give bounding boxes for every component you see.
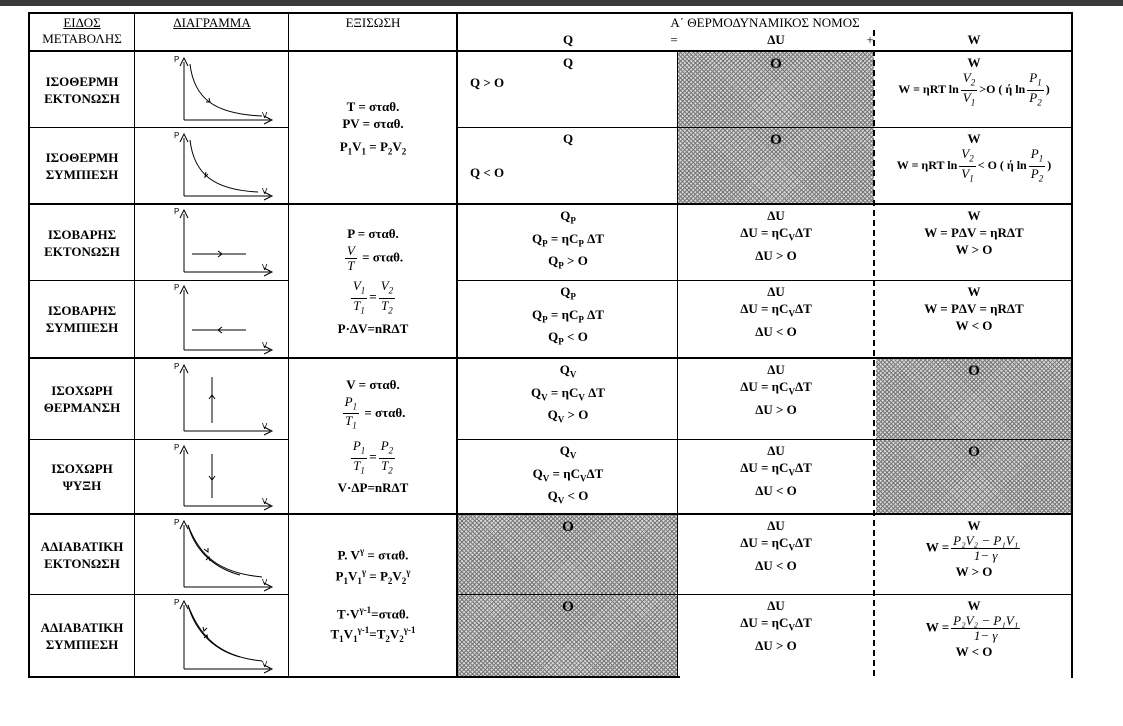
header-du: ΔU <box>767 32 785 47</box>
svg-text:P: P <box>174 362 180 371</box>
type-name: ΙΣΟΒΑΡΗΣ ΕΚΤΟΝΩΣΗ <box>44 226 120 259</box>
type-name: ΙΣΟΧΩΡΗ ΘΕΡΜΑΝΣΗ <box>43 383 121 415</box>
header-diagram: ΔΙΑΓΡΑΜΜΑ <box>173 15 251 30</box>
equation-isobaric: P = σταθ. $\frac{V}{T}$ = σταθ. $\frac{V_1}{T_1}$ = $\frac{V_2}{T_2}$ P·ΔV=nRΔT <box>337 226 409 336</box>
du-cell: ΔU $\Delta U = \eta C_V\Delta T$ ΔU > O <box>740 362 812 417</box>
q-cell: Q Q > O <box>470 55 574 90</box>
q-cell: $Q_V$ $Q_V = \eta C_V\Delta T$ $Q_V < O$ <box>532 443 604 506</box>
svg-text:P: P <box>174 55 180 64</box>
w-cell: W W = ηRT ln $\frac{V_2}{V_1}$ < O ( ή ln $\frac{P_1}{P_2}$ ) <box>896 131 1052 184</box>
svg-text:V: V <box>262 341 268 350</box>
type-name: ΙΣΟΧΩΡΗ ΨΥΞΗ <box>51 460 113 493</box>
pv-diagram-isobaric-expansion <box>170 206 280 278</box>
zero-cell: O <box>876 359 1072 439</box>
svg-text:V: V <box>262 660 268 669</box>
zero-cell: O <box>458 595 678 677</box>
pv-diagram-adiabatic-expansion <box>170 517 280 593</box>
q-cell: $Q_V$ $Q_V = \eta C_V$ ΔT $Q_V > O$ <box>531 362 605 425</box>
svg-text:P: P <box>174 598 180 607</box>
zero-cell: O <box>678 52 874 127</box>
type-name: ΙΣΟΘΕΡΜΗ ΣΥΜΠΙΕΣΗ <box>45 149 119 182</box>
svg-text:V: V <box>262 263 268 272</box>
svg-text:V: V <box>262 422 268 431</box>
du-cell: ΔU $\Delta U = \eta C_V\Delta T$ ΔU > O <box>740 598 812 653</box>
svg-text:V: V <box>262 187 268 196</box>
equation-isothermal: T = σταθ. PV = σταθ. $P_1V_1 = P_2V_2$ <box>339 99 407 157</box>
du-cell: ΔU $\Delta U = \eta C_V\Delta T$ ΔU < O <box>740 518 812 573</box>
q-cell: Q Q < O <box>470 131 574 180</box>
w-cell: W W = PΔV = ηRΔT W > O <box>924 208 1024 257</box>
du-cell: ΔU $\Delta U = \eta C_V\Delta T$ ΔU < O <box>740 443 812 498</box>
svg-text:P: P <box>174 443 180 452</box>
w-cell: W W = $\frac{\text{P₂V₂ − P₁V₁}}{1- \gamma}$ W < O <box>925 598 1019 659</box>
svg-text:V: V <box>262 578 268 587</box>
q-cell: $Q_P$ $Q_P = \eta C_P$ ΔT $Q_P < O$ <box>532 284 604 347</box>
svg-text:P: P <box>174 207 180 216</box>
header-w: W <box>967 32 981 47</box>
type-name: ΑΔΙΑΒΑΤΙΚΗ ΕΚΤΟΝΩΣΗ <box>40 538 124 571</box>
type-name: ΑΔΙΑΒΑΤΙΚΗ ΣΥΜΠΙΕΣΗ <box>40 619 124 652</box>
w-cell: W W = $\frac{\text{P₂V₂ − P₁V₁}}{1- \gamma}$ W > O <box>925 518 1019 579</box>
zero-cell: O <box>458 515 678 594</box>
q-cell: $Q_P$ $Q_P = \eta C_P$ ΔT $Q_P > O$ <box>532 208 604 271</box>
type-name: ΙΣΟΘΕΡΜΗ ΕΚΤΟΝΩΣΗ <box>44 73 120 106</box>
pv-diagram-isochoric-heating <box>170 361 280 437</box>
header-plus: + <box>866 32 874 47</box>
pv-diagram-isothermal-compression <box>170 130 280 202</box>
svg-text:P: P <box>174 518 180 527</box>
svg-text:P: P <box>174 131 180 140</box>
zero-cell: O <box>678 128 874 203</box>
header-type: ΕΙΔΟΣ ΜΕΤΑΒΟΛΗΣ <box>42 15 122 46</box>
svg-text:P: P <box>174 283 180 292</box>
zero-cell: O <box>876 440 1072 513</box>
header-q: Q <box>562 32 574 47</box>
equation-adiabatic: P. $V^\gamma = \sigma\tau\alpha\theta$. $P_1V_1^\gamma = P_2V_2^\gamma$ $T\cdot V^{\gamma-1}=\sigma\tau\alpha\theta$. $T_1V_1^{\gamma-1}=T_2V_2^{\gamma-1}$ <box>330 546 416 644</box>
du-cell: ΔU $\Delta U = \eta C_V\Delta T$ ΔU < O <box>740 284 812 339</box>
pv-diagram-isochoric-cooling <box>170 442 280 512</box>
w-cell: W W = PΔV = ηRΔT W < O <box>924 284 1024 333</box>
type-name: ΙΣΟΒΑΡΗΣ ΣΥΜΠΙΕΣΗ <box>45 303 119 335</box>
pv-diagram-isobaric-compression <box>170 282 280 356</box>
pv-diagram-adiabatic-compression <box>170 597 280 675</box>
du-cell: ΔU $\Delta U = \eta C_V\Delta T$ ΔU > O <box>740 208 812 263</box>
w-cell: W W = ηRT ln $\frac{V_2}{V_1}$ >O ( ή ln $\frac{P_1}{P_2}$ ) <box>898 55 1050 108</box>
pv-diagram-isothermal-expansion <box>170 54 280 126</box>
svg-text:V: V <box>262 497 268 506</box>
header-equals: = <box>670 32 678 47</box>
header-first-law: Α΄ ΘΕΡΜΟΔΥΝΑΜΙΚΟΣ ΝΟΜΟΣ <box>670 15 860 30</box>
equation-isochoric: V = σταθ. $\frac{P_1}{T_1}$ = σταθ. $\frac{P_1}{T_1}$ = $\frac{P_2}{T_2}$ V·ΔP=nRΔT <box>337 376 409 496</box>
header-equation: ΕΞΙΣΩΣΗ <box>345 15 401 30</box>
svg-text:V: V <box>262 111 268 120</box>
